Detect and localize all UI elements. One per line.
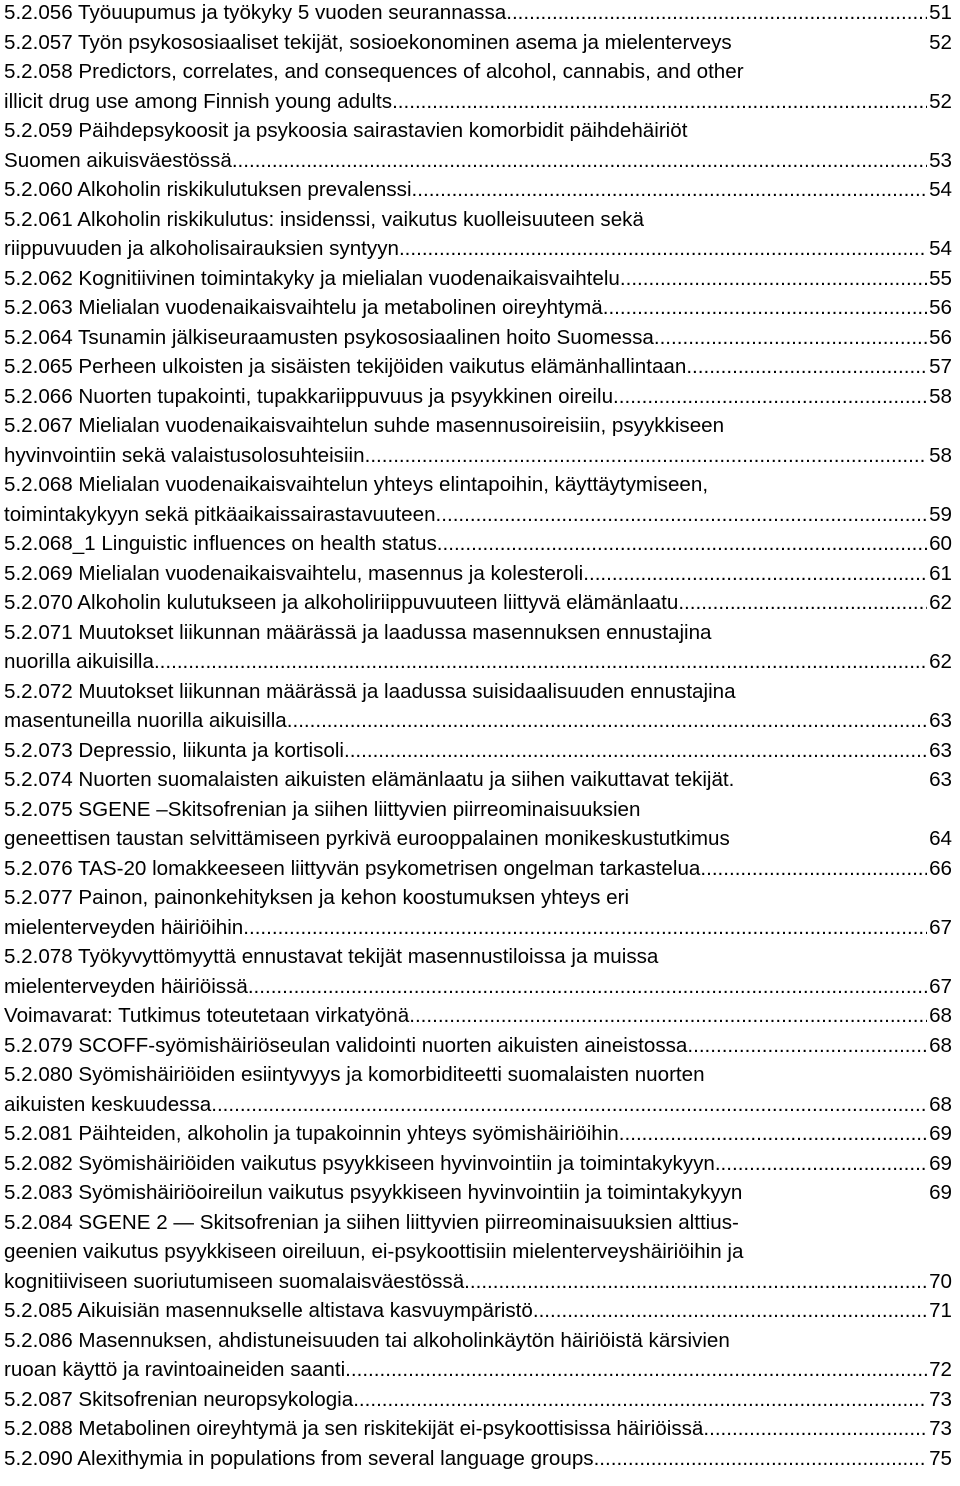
toc-entry-title: 5.2.083 Syömishäiriöoireilun vaikutus psyykkiseen hyvinvointiin ja toimintakykyyn [4,1181,743,1204]
toc-entry[interactable] [4,1296,952,1326]
toc-entry[interactable] [4,293,952,323]
toc-page-number: 52 [929,30,952,54]
toc-page-number: 54 [929,237,952,260]
toc-entry-line [4,1208,952,1238]
dot-leader [344,736,927,766]
toc-entry-line [4,1296,952,1326]
toc-entry[interactable] [4,736,952,766]
toc-entry-line [4,1267,952,1297]
toc-entry[interactable] [4,1001,952,1031]
toc-entry-title: 5.2.068_1 Linguistic influences on health status [4,532,437,555]
toc-entry[interactable] [4,57,952,116]
toc-entry-line [4,175,952,205]
dot-leader [464,1267,927,1297]
toc-page-number: 67 [929,974,952,998]
toc-entry-title: 5.2.072 Muutokset liikunnan määrässä ja laadussa suisidaalisuuden ennustajina [4,679,736,703]
dot-leader [703,1414,927,1444]
toc-page-number: 69 [929,1181,952,1204]
toc-page-number: 59 [929,502,952,526]
toc-entry-line [4,470,952,500]
toc-entry-title: illicit drug use among Finnish young adults [4,89,393,113]
toc-entry-title: riippuvuuden ja alkoholisairauksien syntyyn [4,237,399,260]
toc-entry-title: 5.2.056 Työuupumus ja työkyky 5 vuoden seurannassa [4,1,507,24]
toc-entry[interactable] [4,323,952,353]
toc-entry-line [4,28,952,58]
toc-entry-line [4,146,952,176]
toc-entry[interactable] [4,529,952,559]
toc-entry-title: 5.2.086 Masennuksen, ahdistuneisuuden tai alkoholinkäytön häiriöistä kärsivien [4,1328,730,1352]
toc-page-number: 54 [929,178,952,201]
toc-entry-title: 5.2.085 Aikuisiän masennukselle altistava kasvuympäristö [4,1299,533,1322]
dot-leader [287,706,927,736]
toc-entry-title: 5.2.069 Mielialan vuodenaikaisvaihtelu, masennus ja kolesteroli [4,561,584,585]
toc-page-number: 63 [929,709,952,732]
toc-page-number: 68 [929,1092,952,1116]
toc-page-number: 73 [929,1417,952,1440]
toc-entry-title: 5.2.087 Skitsofrenian neuropsykologia [4,1387,354,1411]
toc-page-number: 51 [929,1,952,24]
dot-leader [392,87,927,117]
toc-entry-title: 5.2.062 Kognitiivinen toimintakyky ja mielialan vuodenaikaisvaihtelu [4,266,620,290]
toc-page-number: 52 [929,89,952,113]
toc-entry-line [4,323,952,353]
dot-leader [603,293,927,323]
dot-leader [365,441,927,471]
dot-leader [613,382,927,412]
dot-leader [594,1444,928,1474]
toc-page-number: 69 [929,1122,952,1145]
toc-entry-line [4,972,952,1002]
toc-entry-title: 5.2.082 Syömishäiriöiden vaikutus psyykkiseen hyvinvointiin ja toimintakykyyn [4,1151,715,1175]
toc-entry-title: 5.2.061 Alkoholin riskikulutus: insidenssi, vaikutus kuolleisuuteen sekä [4,207,644,231]
toc-entry[interactable] [4,559,952,589]
toc-entry-line [4,382,952,412]
toc-entry-line [4,706,952,736]
dot-leader [154,647,927,677]
toc-entry-title: 5.2.078 Työkyvyttömyyttä ennustavat tekijät masennustiloissa ja muissa [4,945,659,968]
toc-entry-title: masentuneilla nuorilla aikuisilla [4,709,287,732]
toc-entry-line [4,677,952,707]
toc-entry-line [4,500,952,530]
toc-page-number: 68 [929,1004,952,1027]
toc-entry-line [4,1031,952,1061]
toc-entry-title: 5.2.081 Päihteiden, alkoholin ja tupakoinnin yhteys syömishäiriöihin [4,1122,619,1145]
toc-entry-line [4,0,952,28]
toc-entry-title: 5.2.066 Nuorten tupakointi, tupakkariippuvuus ja psyykkinen oireilu [4,384,614,408]
toc-entry-line [4,559,952,589]
dot-leader [232,146,927,176]
toc-entry-line [4,795,952,825]
toc-page-number: 53 [929,148,952,172]
toc-entry-title: 5.2.060 Alkoholin riskikulutuksen prevalenssi [4,178,412,201]
toc-entry-line [4,1119,952,1149]
toc-entry-line [4,1326,952,1356]
toc-entry-line [4,588,952,618]
toc-entry-line [4,647,952,677]
dot-leader [248,972,927,1002]
toc-entry-title: mielenterveyden häiriöissä [4,974,248,998]
toc-page-number: 63 [929,738,952,762]
toc-entry-title: 5.2.067 Mielialan vuodenaikaisvaihtelun suhde masennusoireisiin, psyykkiseen [4,414,725,437]
toc-page-number: 56 [929,296,952,319]
toc-entry[interactable] [4,765,952,795]
toc-entry-title: Voimavarat: Tutkimus toteutetaan virkatyönä [4,1004,410,1027]
toc-entry-line [4,1178,952,1208]
toc-entry[interactable] [4,1326,952,1385]
dot-leader [715,1149,927,1179]
dot-leader [506,0,927,28]
toc-entry-title: nuorilla aikuisilla [4,650,154,673]
toc-entry[interactable] [4,677,952,736]
toc-entry[interactable] [4,1444,952,1474]
toc-entry-title: 5.2.059 Päihdepsykoosit ja psykoosia sairastavien komorbidit päihdehäiriöt [4,119,688,142]
toc-entry[interactable] [4,28,952,58]
toc-entry-title: hyvinvointiin sekä valaistusolosuhteisiin [4,443,365,467]
dot-leader [399,234,927,264]
toc-entry-line [4,1090,952,1120]
toc-page-number: 72 [929,1358,952,1381]
toc-page-number: 55 [929,266,952,290]
toc-entry-title: 5.2.073 Depressio, liikunta ja kortisoli [4,738,344,762]
toc-entry-line [4,87,952,117]
toc-entry-title: 5.2.075 SGENE –Skitsofrenian ja siihen liittyvien piirreominaisuuksien [4,797,641,821]
toc-page-number: 63 [929,768,952,791]
toc-entry-title: kognitiiviseen suoriutumiseen suomalaisväestössä [4,1269,465,1293]
toc-entry-title: geneettisen taustan selvittämiseen pyrkivä eurooppalainen monikeskustutkimus [4,827,730,850]
dot-leader [678,588,927,618]
dot-leader [700,854,927,884]
toc-entry-line [4,765,952,795]
toc-entry[interactable] [4,618,952,677]
toc-page-number: 71 [929,1299,952,1322]
toc-page-number: 58 [929,384,952,408]
toc-page-number: 56 [929,325,952,349]
toc-entry[interactable] [4,470,952,529]
toc-entry-line [4,234,952,264]
toc-entry-title: 5.2.080 Syömishäiriöiden esiintyvyys ja komorbiditeetti suomalaisten nuorten [4,1063,705,1086]
toc-entry[interactable] [4,175,952,205]
toc-entry[interactable] [4,1060,952,1119]
toc-entry-line [4,441,952,471]
toc-entry-title: toimintakykyyn sekä pitkäaikaissairastavuuteen [4,502,436,526]
toc-entry[interactable] [4,352,952,382]
toc-entry-title: 5.2.058 Predictors, correlates, and consequences of alcohol, cannabis, and other [4,60,744,83]
toc-entry-line [4,913,952,943]
dot-leader [353,1385,927,1415]
toc-page-number: 62 [929,650,952,673]
toc-entry-line [4,1060,952,1090]
toc-entry-line [4,205,952,235]
toc-entry[interactable] [4,382,952,412]
toc-entry[interactable] [4,1119,952,1149]
dot-leader [409,1001,927,1031]
dot-leader [243,913,927,943]
toc-entry-title: mielenterveyden häiriöihin [4,915,244,939]
toc-entry[interactable] [4,1385,952,1415]
toc-page-number: 57 [929,355,952,378]
toc-entry-line [4,352,952,382]
toc-entry-line [4,264,952,294]
toc-entry-line [4,1149,952,1179]
toc-page-number: 67 [929,915,952,939]
dot-leader [619,1119,927,1149]
toc-entry-title: 5.2.074 Nuorten suomalaisten aikuisten elämänlaatu ja siihen vaikuttavat tekijät. [4,768,735,791]
toc-entry[interactable] [4,588,952,618]
toc-entry-line [4,854,952,884]
dot-leader [345,1355,927,1385]
toc-entry-title: 5.2.071 Muutokset liikunnan määrässä ja laadussa masennuksen ennustajina [4,620,712,644]
toc-entry-title: 5.2.090 Alexithymia in populations from several language groups [4,1446,594,1470]
dot-leader [436,500,928,530]
toc-entry-title: 5.2.088 Metabolinen oireyhtymä ja sen riskitekijät ei-psykoottisissa häiriöissä [4,1417,704,1440]
toc-entry-line [4,736,952,766]
toc-entry-title: 5.2.064 Tsunamin jälkiseuraamusten psykososiaalinen hoito Suomessa [4,325,654,349]
toc-entry[interactable] [4,205,952,264]
toc-page-number: 75 [929,1446,952,1470]
dot-leader [686,352,927,382]
toc-page-number: 58 [929,443,952,467]
toc-entry-line [4,618,952,648]
toc-entry-line [4,1414,952,1444]
toc-entry[interactable] [4,1149,952,1179]
toc-page-number: 60 [929,532,952,555]
toc-entry-line [4,1355,952,1385]
toc-entry[interactable] [4,883,952,942]
toc-entry[interactable] [4,1208,952,1297]
toc-entry[interactable] [4,0,952,28]
toc-entry[interactable] [4,1414,952,1444]
toc-entry-title: Suomen aikuisväestössä [4,148,232,172]
toc-page-number: 61 [929,561,952,585]
toc-entry-line [4,1237,952,1267]
dot-leader [211,1090,927,1120]
toc-entry-line [4,883,952,913]
toc-entry-line [4,116,952,146]
dot-leader [687,1031,927,1061]
toc-page-number: 64 [929,827,952,850]
toc-entry[interactable] [4,795,952,854]
toc-entry[interactable] [4,854,952,884]
toc-entry[interactable] [4,942,952,1001]
toc-entry-title: 5.2.077 Painon, painonkehityksen ja kehon koostumuksen yhteys eri [4,886,630,909]
toc-entry-line [4,824,952,854]
toc-entry-title: 5.2.057 Työn psykososiaaliset tekijät, sosioekonominen asema ja mielenterveys [4,30,732,54]
toc-entry[interactable] [4,411,952,470]
toc-entry[interactable] [4,264,952,294]
toc-entry[interactable] [4,1178,952,1208]
dot-leader [620,264,927,294]
toc-entry-line [4,411,952,441]
toc-entry-title: geenien vaikutus psyykkiseen oireiluun, ei-psykoottisiin mielenterveyshäiriöihin ja [4,1240,744,1263]
toc-page-number: 68 [929,1033,952,1057]
toc-entry-line [4,1385,952,1415]
toc-entry-title: ruoan käyttö ja ravintoaineiden saanti [4,1358,346,1381]
dot-leader [437,529,927,559]
toc-entry-line [4,1001,952,1031]
toc-page-number: 69 [929,1151,952,1175]
toc-page-number: 66 [929,856,952,880]
toc-entry-title: aikuisten keskuudessa [4,1092,212,1116]
toc-entry-title: 5.2.070 Alkoholin kulutukseen ja alkoholiriippuvuuteen liittyvä elämänlaatu [4,591,679,614]
toc-entry-title: 5.2.079 SCOFF-syömishäiriöseulan validointi nuorten aikuisten aineistossa [4,1033,688,1057]
dot-leader [654,323,927,353]
toc-entry[interactable] [4,1031,952,1061]
toc-entry-title: 5.2.065 Perheen ulkoisten ja sisäisten tekijöiden vaikutus elämänhallintaan [4,355,687,378]
table-of-contents [4,0,952,1473]
toc-entry-line [4,942,952,972]
toc-entry-line [4,293,952,323]
toc-page-number: 73 [929,1387,952,1411]
toc-entry-line [4,1444,952,1474]
toc-entry-line [4,529,952,559]
toc-entry[interactable] [4,116,952,175]
dot-leader [412,175,928,205]
dot-leader [533,1296,927,1326]
toc-page-number: 62 [929,591,952,614]
toc-entry-title: 5.2.068 Mielialan vuodenaikaisvaihtelun yhteys elintapoihin, käyttäytymiseen, [4,473,709,496]
toc-entry-title: 5.2.076 TAS-20 lomakkeeseen liittyvän psykometrisen ongelman tarkastelua [4,856,701,880]
toc-page-number: 70 [929,1269,952,1293]
dot-leader [583,559,927,589]
toc-entry-title: 5.2.084 SGENE 2 — Skitsofrenian ja siihen liittyvien piirreominaisuuksien alttius- [4,1210,739,1234]
toc-entry-title: 5.2.063 Mielialan vuodenaikaisvaihtelu ja metabolinen oireyhtymä [4,296,603,319]
toc-entry-line [4,57,952,87]
